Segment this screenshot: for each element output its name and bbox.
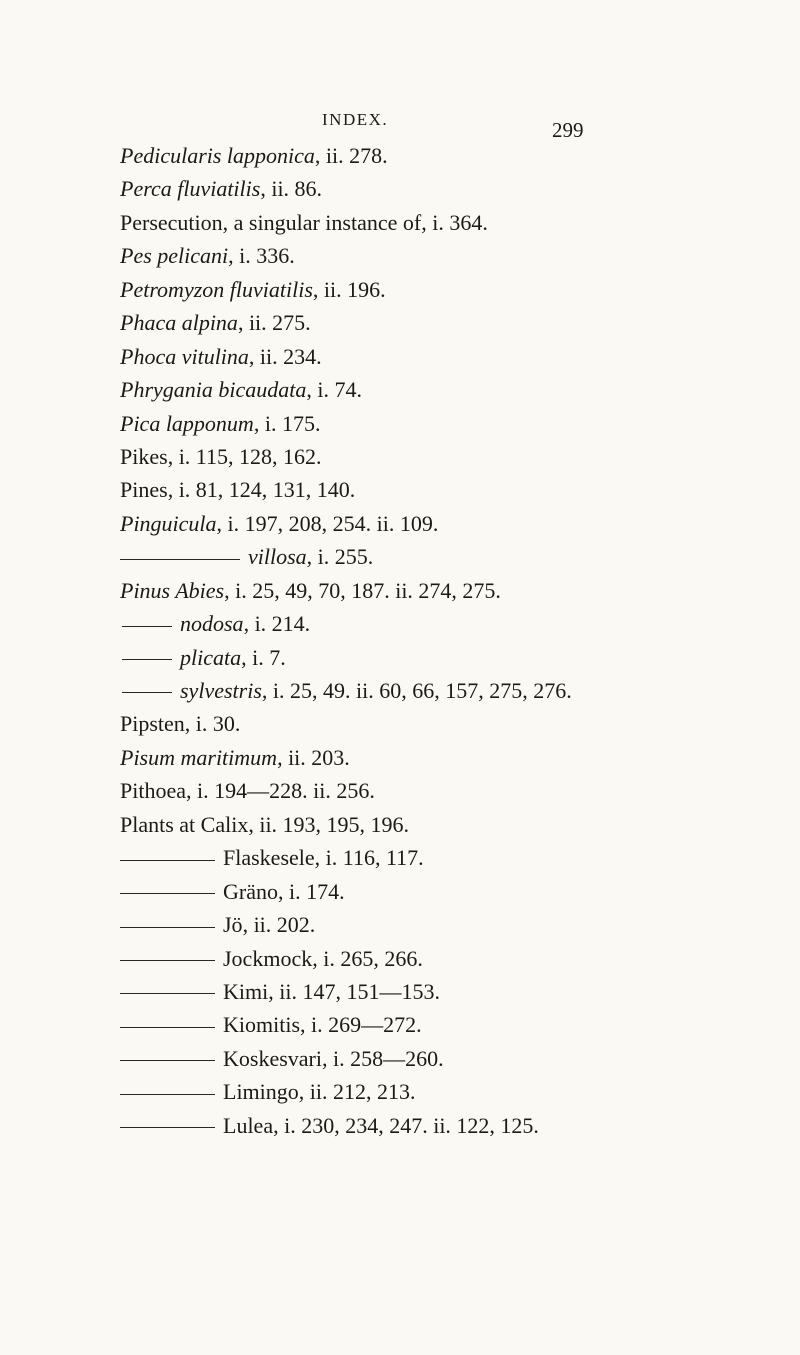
entry-term: Jö: [223, 912, 243, 938]
entry-references: , i. 265, 266.: [312, 945, 423, 971]
index-entries: [120, 139, 780, 1142]
entry-term: Pipsten: [120, 711, 185, 737]
entry-references: , i. 175.: [253, 410, 321, 436]
entry-references: , i. 25, 49. ii. 60, 66, 157, 275, 276.: [261, 678, 572, 703]
entry-references: , i. 25, 49, 70, 187. ii. 274, 275.: [224, 577, 501, 603]
index-entry: [120, 607, 780, 640]
entry-references: , i. 81, 124, 131, 140.: [167, 477, 356, 503]
entry-references: , ii. 212, 213.: [298, 1079, 416, 1105]
index-entry: [120, 172, 780, 205]
page-header: [0, 110, 800, 142]
entry-term: Limingo: [223, 1079, 299, 1105]
entry-term: Jockmock: [223, 945, 313, 971]
entry-references: , ii. 203.: [277, 744, 350, 770]
entry-references: , ii. 196.: [312, 276, 386, 302]
entry-references: , ii. 234.: [248, 343, 322, 369]
ditto-dash: [120, 1060, 215, 1061]
ditto-dash: [120, 893, 215, 894]
entry-references: , ii. 147, 151—153.: [268, 978, 440, 1004]
entry-term: Pithoea: [120, 778, 186, 804]
ditto-dash: [122, 692, 172, 693]
entry-references: , i. 197, 208, 254. ii. 109.: [216, 510, 439, 536]
entry-term: Kimi: [223, 978, 269, 1004]
entry-references: , i. 174.: [277, 878, 345, 904]
entry-references: , i. 116, 117.: [314, 845, 424, 871]
index-entry: [120, 273, 780, 306]
index-entry: [120, 440, 780, 473]
index-entry: [120, 774, 780, 807]
entry-references: , ii. 202.: [242, 912, 316, 938]
entry-references: , a singular instance of, i. 364.: [222, 209, 488, 235]
entry-term: Pinus Abies: [120, 577, 225, 603]
entry-term: Pisum maritimum: [120, 744, 278, 770]
entry-references: , i. 230, 234, 247. ii. 122, 125.: [273, 1112, 539, 1138]
index-entry: [120, 975, 780, 1008]
ditto-dash: [120, 1027, 215, 1028]
entry-term: Perca fluviatilis: [120, 176, 261, 202]
entry-references: , ii. 275.: [237, 310, 311, 336]
entry-references: , i. 258—260.: [321, 1045, 444, 1071]
index-entry: [120, 139, 780, 172]
entry-references: , i. 255.: [306, 544, 374, 570]
index-entry: [120, 340, 780, 373]
index-entry: [120, 1042, 780, 1075]
ditto-dash: [122, 659, 172, 660]
ditto-dash: [120, 927, 215, 928]
ditto-dash: [120, 1094, 215, 1095]
ditto-dash: [120, 860, 215, 861]
ditto-dash: [122, 626, 172, 627]
entry-references: , ii. 278.: [314, 143, 388, 168]
entry-term: Koskesvari: [223, 1045, 322, 1071]
entry-term: Kiomitis: [223, 1012, 301, 1038]
index-entry: [120, 540, 780, 573]
entry-term: Pica lapponum: [120, 410, 254, 436]
entry-term: Pes pelicani: [120, 243, 229, 269]
entry-term: villosa: [248, 544, 307, 570]
entry-term: Pinguicula: [120, 510, 217, 536]
entry-term: Flaskesele: [223, 845, 315, 871]
running-head: INDEX.: [322, 110, 389, 129]
entry-references: , ii. 86.: [260, 176, 323, 202]
entry-references: , i. 336.: [228, 243, 295, 269]
ditto-dash: [120, 559, 240, 560]
index-entry: [120, 574, 780, 607]
index-entry: [120, 741, 780, 774]
index-entry: [120, 1008, 780, 1041]
index-entry: [120, 1075, 780, 1108]
index-entry: [120, 808, 780, 841]
entry-term: Pedicularis lapponica: [120, 143, 315, 168]
entry-term: Phoca vitulina: [120, 343, 249, 369]
ditto-dash: [120, 993, 215, 994]
entry-term: Plants at Calix: [120, 811, 249, 837]
entry-term: Petromyzon fluviatilis: [120, 276, 313, 302]
entry-references: , i. 115, 128, 162.: [167, 443, 322, 469]
entry-references: , i. 214.: [243, 611, 311, 637]
index-entry: [120, 641, 780, 674]
index-entry: [120, 908, 780, 941]
entry-references: , ii. 193, 195, 196.: [248, 811, 410, 837]
entry-term: sylvestris: [180, 678, 262, 703]
entry-references: , i. 7.: [241, 644, 286, 670]
index-entry: [120, 1109, 780, 1142]
entry-term: Lulea: [223, 1112, 274, 1138]
entry-term: Persecution: [120, 209, 223, 235]
index-entry: [120, 507, 780, 540]
index-entry: [120, 674, 780, 707]
entry-term: Pikes: [120, 443, 168, 469]
entry-references: , i. 194—228. ii. 256.: [186, 778, 375, 804]
index-entry: [120, 373, 780, 406]
ditto-dash: [120, 960, 215, 961]
entry-term: Gräno: [223, 878, 278, 904]
entry-term: plicata: [180, 644, 242, 670]
index-entry: [120, 407, 780, 440]
index-entry: [120, 707, 780, 740]
index-entry: [120, 841, 780, 874]
entry-term: Phaca alpina: [120, 310, 238, 336]
entry-references: , i. 269—272.: [300, 1012, 422, 1038]
index-entry: [120, 206, 780, 239]
entry-term: nodosa: [180, 611, 244, 637]
page-number: 299: [552, 118, 584, 142]
index-entry: [120, 875, 780, 908]
entry-term: Pines: [120, 477, 168, 503]
index-entry: [120, 239, 780, 272]
index-entry: [120, 306, 780, 339]
index-entry: [120, 942, 780, 975]
index-entry: [120, 473, 780, 506]
ditto-dash: [120, 1127, 215, 1128]
entry-term: Phrygania bicaudata: [120, 377, 307, 403]
entry-references: , i. 30.: [184, 711, 241, 737]
entry-references: , i. 74.: [306, 377, 362, 403]
